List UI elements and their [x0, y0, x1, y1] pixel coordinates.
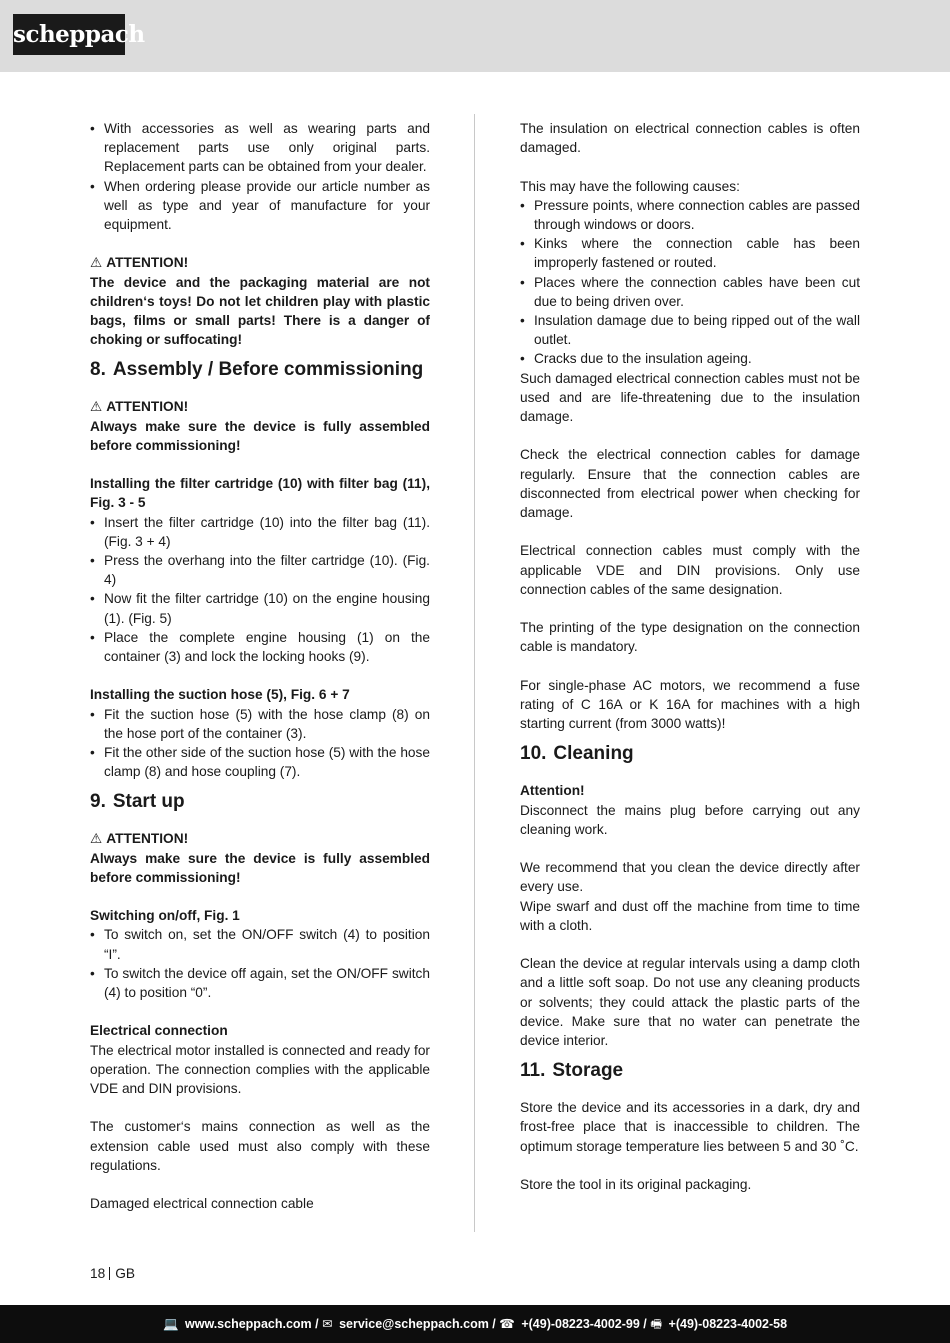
parts-list [90, 119, 430, 234]
section-11-heading: 11. Storage [520, 1060, 624, 1082]
list-item: • Now fit the filter cartridge (10) on the engine housing (1). (Fig. 5) [90, 591, 430, 626]
cleaning-text: Wipe swarf and dust off the machine from time to time with a cloth. [520, 898, 860, 933]
hose-heading: Installing the suction hose (5), Fig. 6 + 7 [90, 687, 350, 703]
list-item: • Insulation damage due to being ripped out of the wall outlet. [520, 313, 860, 348]
fax-icon: 🖷 [650, 1317, 663, 1331]
switch-steps [90, 925, 430, 1002]
filter-steps [90, 513, 430, 667]
electrical-heading: Electrical connection [90, 1023, 228, 1039]
damaged-warning: Such damaged electrical connection cables must not be used and are life-threatening due to the insulation damage. [520, 370, 860, 425]
fuse-text: For single-phase AC motors, we recommend a fuse rating of C 16A or K 16A for machines with a high starting current (from 3000 watts)! [520, 677, 860, 732]
column-divider [474, 114, 475, 1232]
warning-icon: ⚠ [90, 831, 103, 847]
hose-steps [90, 705, 430, 782]
list-item: • Fit the suction hose (5) with the hose clamp (8) on the hose port of the container (3). [90, 706, 430, 741]
attention-heading: ⚠ ATTENTION! [90, 399, 189, 415]
section-9-heading: 9. Start up [90, 791, 185, 813]
list-item: • When ordering please provide our article number as well as type and year of manufacture for your equipment. [90, 178, 430, 233]
list-item: • To switch on, set the ON/OFF switch (4) to position “I”. [90, 927, 430, 962]
phone-number: +(49)-08223-4002-99 / [521, 1317, 647, 1331]
insulation-text: The insulation on electrical connection cables is often damaged. [520, 121, 860, 156]
list-item: • With accessories as well as wearing parts and replacement parts use only original parts. Replacement parts can be obtained from your dealer. [90, 121, 430, 175]
list-item: • Places where the connection cables have been cut due to being driven over. [520, 274, 860, 309]
causes-intro: This may have the following causes: [520, 178, 740, 194]
electrical-text: The electrical motor installed is connected and ready for operation. The connection complies with the applicable VDE and DIN provisions. [90, 1042, 430, 1097]
section-8-heading: 8. Assembly / Before commissioning [90, 359, 424, 381]
list-item: • Cracks due to the insulation ageing. [520, 351, 752, 367]
cleaning-text: We recommend that you clean the device directly after every use. [520, 860, 860, 895]
list-item: • Press the overhang into the filter cartridge (10). (Fig. 4) [90, 553, 430, 588]
check-text: Check the electrical connection cables for damage regularly. Ensure that the connection cables are disconnected from electrical power when checking for damage. [520, 447, 860, 521]
attention-heading: ⚠ ATTENTION! [90, 255, 189, 271]
page-number: 18 GB [90, 1266, 136, 1281]
section-10-heading: 10. Cleaning [520, 743, 634, 765]
printing-text: The printing of the type designation on the connection cable is mandatory. [520, 620, 860, 655]
website-link[interactable]: www.scheppach.com / [185, 1317, 319, 1331]
list-item: • Fit the other side of the suction hose (5) with the hose clamp (8) and hose coupling (7). [90, 745, 430, 780]
page-header [0, 0, 950, 72]
damaged-cable-text: Damaged electrical connection cable [90, 1196, 314, 1212]
comply-text: Electrical connection cables must comply with the applicable VDE and DIN provisions. Only use connection cables of the same designation. [520, 543, 860, 597]
warning-icon: ⚠ [90, 255, 103, 271]
storage-text: Store the tool in its original packaging. [520, 1177, 752, 1193]
attention-text: Always make sure the device is fully assembled before commissioning! [90, 418, 430, 453]
filter-heading: Installing the filter cartridge (10) with filter bag (11), Fig. 3 - 5 [90, 476, 430, 511]
list-item: • Place the complete engine housing (1) on the container (3) and lock the locking hooks (9). [90, 629, 430, 665]
storage-text: Store the device and its accessories in a dark, dry and frost-free place that is inaccessible to children. The optimum storage temperature lies between 5 and 30 ˚C. [520, 1100, 860, 1154]
attention-text: The device and the packaging material are not children‘s toys! Do not let children play with plastic bags, films or small parts! There is a danger of choking or suffocating! [90, 274, 430, 348]
computer-icon: 💻 [162, 1317, 179, 1331]
left-column [90, 119, 430, 1213]
page-footer [0, 1305, 950, 1343]
list-item: • Insert the filter cartridge (10) into the filter bag (11). (Fig. 3 + 4) [90, 514, 430, 549]
fax-number: +(49)-08223-4002-58 [668, 1317, 788, 1331]
cleaning-text: Clean the device at regular intervals using a damp cloth and a little soft soap. Do not use any cleaning products or solvents; they could attack the plastic parts of the device. Make sure that no water can penetrate the device interior. [520, 956, 860, 1049]
brand-logo: scheppach [13, 14, 125, 55]
mains-text: The customer‘s mains connection as well as the extension cable used must also comply with these regulations. [90, 1119, 430, 1173]
email-link[interactable]: service@scheppach.com / [339, 1317, 496, 1331]
list-item: • Pressure points, where connection cables are passed through windows or doors. [520, 197, 860, 232]
mail-icon: ✉ [322, 1317, 333, 1331]
cleaning-attention: Attention! [520, 783, 585, 799]
list-item: • Kinks where the connection cable has been improperly fastened or routed. [520, 236, 860, 271]
causes-list [520, 196, 860, 369]
switch-heading: Switching on/off, Fig. 1 [90, 908, 240, 924]
attention-heading: ⚠ ATTENTION! [90, 831, 189, 847]
right-column [520, 119, 860, 1194]
list-item: • To switch the device off again, set the ON/OFF switch (4) to position “0”. [90, 965, 430, 1001]
phone-icon: ☎ [499, 1317, 515, 1331]
attention-text: Always make sure the device is fully assembled before commissioning! [90, 850, 430, 885]
cleaning-text: Disconnect the mains plug before carrying out any cleaning work. [520, 802, 860, 837]
warning-icon: ⚠ [90, 399, 103, 415]
